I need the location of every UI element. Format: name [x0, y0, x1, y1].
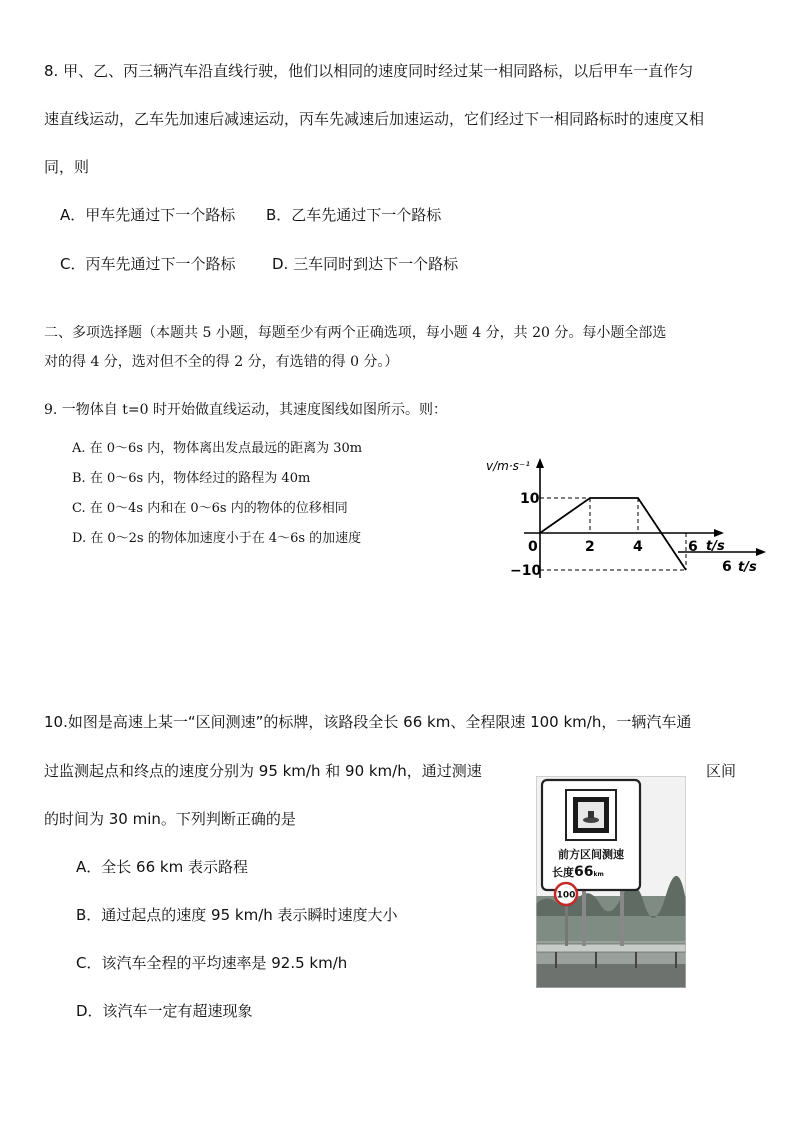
sign-text-distance: 66 [574, 864, 594, 880]
q10-option-c: C．该汽车全程的平均速率是 92.5 km/h [76, 954, 348, 972]
q8-line-1: 8. 甲、乙、丙三辆汽车沿直线行驶，他们以相同的速度同时经过某一相同路标，以后甲车一直作匀 [44, 62, 694, 80]
q9-option-d: D. 在 0～2s 的物体加速度小于在 4～6s 的加速度 [72, 531, 362, 546]
q10-line-1: 10.如图是高速上某一“区间测速”的标牌，该路段全长 66 km、全程限速 100 km/h，一辆汽车通 [44, 713, 692, 731]
q8-line-2: 速直线运动，乙车先加速后减速运动，丙车先减速后加速运动，它们经过下一相同路标时的速度又相 [44, 110, 705, 128]
sign-text-line-1: 前方区间测速 [558, 848, 624, 861]
graph-x-tick-6-extra: 6 [722, 559, 732, 575]
q10-line-3: 的时间为 30 min。下列判断正确的是 [44, 810, 296, 828]
q10-option-b: B．通过起点的速度 95 km/h 表示瞬时速度大小 [76, 906, 398, 924]
q10-line-2: 过监测起点和终点的速度分别为 95 km/h 和 90 km/h，通过测速 [44, 762, 482, 780]
q9-option-a: A. 在 0～6s 内，物体离出发点最远的距离为 30m [72, 441, 363, 456]
section2-line-2: 对的得 4 分，选对但不全的得 2 分，有选错的得 0 分。） [44, 354, 399, 370]
q9-stem: 9. 一物体自 t=0 时开始做直线运动，其速度图线如图所示。则： [44, 402, 447, 418]
graph-x-label: t/s [706, 539, 725, 554]
q10-line-2-end: 区间 [706, 762, 737, 780]
q8-option-d: D. 三车同时到达下一个路标 [272, 255, 459, 273]
graph-y-label: v/m·s⁻¹ [486, 459, 531, 473]
graph-x-tick-6: 6 [688, 539, 698, 555]
sign-text-length: 长度 [552, 866, 574, 879]
q10-option-a: A．全长 66 km 表示路程 [76, 858, 248, 876]
q9-option-b: B. 在 0～6s 内，物体经过的路程为 40m [72, 471, 311, 486]
velocity-time-graph [478, 450, 778, 590]
graph-y-tick-minus-10: −10 [510, 563, 542, 579]
section2-line-1: 二、多项选择题（本题共 5 小题，每题至少有两个正确选项，每小题 4 分，共 20 分。每小题全部选 [44, 325, 667, 341]
q8-option-c: C．丙车先通过下一个路标 [60, 255, 236, 273]
q10-option-d: D．该汽车一定有超速现象 [76, 1002, 253, 1020]
graph-x-tick-2: 2 [585, 539, 595, 555]
graph-x-tick-4: 4 [633, 539, 643, 555]
speed-limit-value: 100 [556, 890, 576, 901]
sign-text-unit: km [593, 871, 604, 878]
graph-x-label-extra: t/s [738, 560, 757, 575]
q8-option-a: A．甲车先通过下一个路标 [60, 206, 236, 224]
graph-origin-label: 0 [528, 539, 538, 555]
velocity-curve [540, 498, 686, 570]
q8-line-3: 同，则 [44, 158, 90, 176]
q9-option-c: C. 在 0～4s 内和在 0～6s 内的物体的位移相同 [72, 501, 348, 516]
speed-camera-sign-photo [536, 776, 686, 988]
graph-y-tick-10: 10 [520, 491, 540, 507]
q8-option-b: B．乙车先通过下一个路标 [266, 206, 442, 224]
